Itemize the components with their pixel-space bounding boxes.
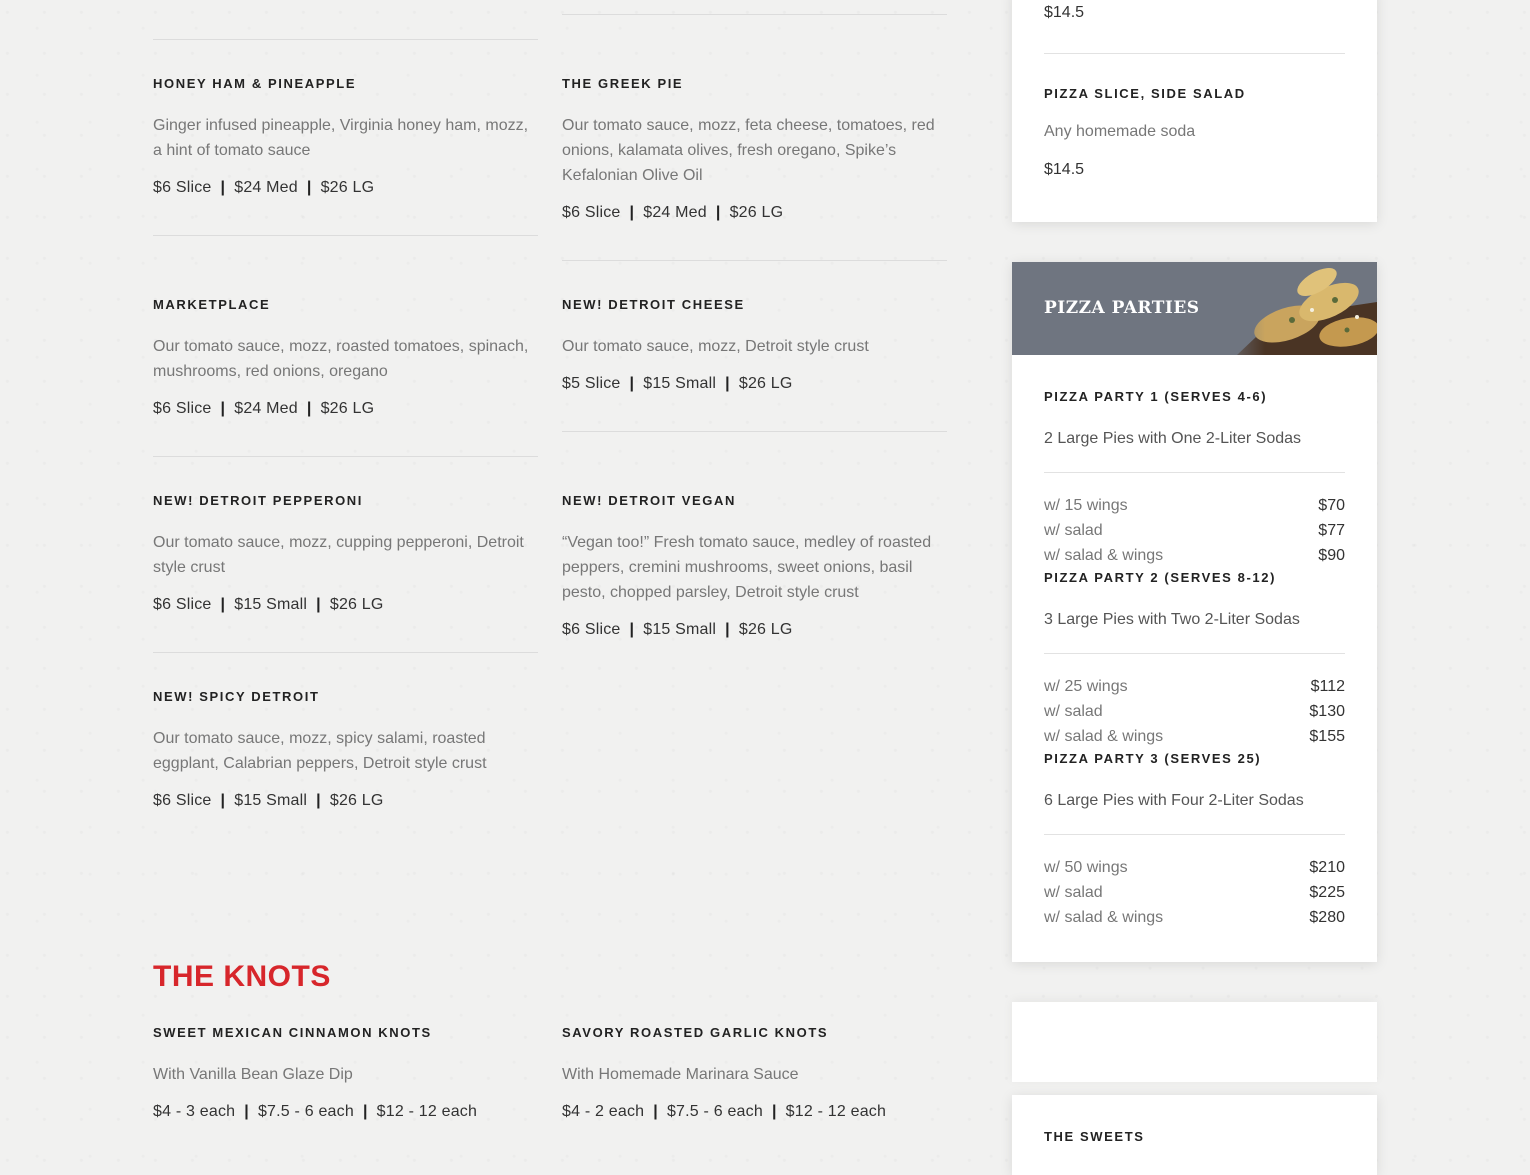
- combo-item: [1044, 86, 1345, 179]
- divider: [153, 39, 538, 40]
- party-description: 3 Large Pies with Two 2-Liter Sodas: [1044, 611, 1300, 628]
- divider: [562, 260, 947, 261]
- item-title: MARKETPLACE: [153, 297, 271, 312]
- item-prices: $6 Slice | $15 Small | $26 LG: [562, 621, 793, 638]
- divider: [562, 14, 947, 15]
- price-row: w/ salad $225: [1044, 884, 1345, 901]
- menu-item: [153, 76, 538, 197]
- item-title: NEW! DETROIT PEPPERONI: [153, 493, 363, 508]
- price-row: w/ salad $130: [1044, 703, 1345, 720]
- item-prices: $6 Slice | $24 Med | $26 LG: [153, 400, 375, 417]
- item-prices: $4 - 2 each | $7.5 - 6 each | $12 - 12 each: [562, 1103, 887, 1120]
- divider: [562, 431, 947, 432]
- party-description: 2 Large Pies with One 2-Liter Sodas: [1044, 430, 1302, 447]
- divider: [1044, 472, 1345, 473]
- combo-item-title: PIZZA SLICE, SIDE SALAD: [1044, 86, 1246, 101]
- party-item: [1044, 570, 1345, 629]
- wings-image-icon: [1217, 262, 1377, 355]
- menu-item: [562, 76, 947, 222]
- party-title: PIZZA PARTY 2 (SERVES 8-12): [1044, 570, 1276, 585]
- right-menu-column: [562, 0, 947, 900]
- price-row: w/ 50 wings $210: [1044, 859, 1345, 876]
- item-description: Ginger infused pineapple, Virginia honey ham, mozz, a hint of tomato sauce: [153, 117, 529, 159]
- divider: [153, 652, 538, 653]
- pizza-parties-card: [1012, 262, 1377, 962]
- combo-item-price: $14.5: [1044, 161, 1085, 178]
- price-row: w/ salad & wings $90: [1044, 547, 1345, 564]
- item-description: “Vegan too!” Fresh tomato sauce, medley of roasted peppers, cremini mushrooms, sweet onions, basil pesto, chopped parsley, Detroit style crust: [562, 534, 932, 601]
- menu-item: [153, 1025, 538, 1121]
- item-description: Our tomato sauce, mozz, cupping pepperoni, Detroit style crust: [153, 534, 524, 576]
- party-item: [1044, 751, 1345, 810]
- divider: [1044, 834, 1345, 835]
- divider: [1044, 53, 1345, 54]
- item-title: THE GREEK PIE: [562, 76, 684, 91]
- party-price-list: [1044, 855, 1345, 930]
- price-row: w/ 25 wings $112: [1044, 678, 1345, 695]
- item-description: Our tomato sauce, mozz, feta cheese, tomatoes, red onions, kalamata olives, fresh oregano, Spike’s Kefalonian Olive Oil: [562, 117, 935, 184]
- menu-item: [562, 1025, 947, 1121]
- divider: [153, 235, 538, 236]
- divider: [1044, 653, 1345, 654]
- item-title: NEW! SPICY DETROIT: [153, 689, 320, 704]
- left-menu-column: [153, 0, 538, 900]
- item-title: NEW! DETROIT VEGAN: [562, 493, 736, 508]
- party-description: 6 Large Pies with Four 2-Liter Sodas: [1044, 792, 1304, 809]
- item-prices: $6 Slice | $15 Small | $26 LG: [153, 596, 384, 613]
- menu-item: [562, 493, 947, 639]
- pizza-parties-title: PIZZA PARTIES: [1044, 298, 1200, 318]
- item-title: SWEET MEXICAN CINNAMON KNOTS: [153, 1025, 432, 1040]
- item-prices: $6 Slice | $15 Small | $26 LG: [153, 792, 384, 809]
- item-description: Our tomato sauce, mozz, roasted tomatoes, spinach, mushrooms, red onions, oregano: [153, 338, 529, 380]
- combo-card: [1012, 0, 1377, 222]
- item-description: With Vanilla Bean Glaze Dip: [153, 1066, 353, 1083]
- item-prices: $6 Slice | $24 Med | $26 LG: [153, 179, 375, 196]
- menu-item: [153, 493, 538, 614]
- combo-item-description: Any homemade soda: [1044, 123, 1196, 140]
- price-row: w/ salad & wings $155: [1044, 728, 1345, 745]
- sweets-title: THE SWEETS: [1044, 1129, 1145, 1144]
- section-title-knots: THE KNOTS: [153, 960, 331, 993]
- item-title: NEW! DETROIT CHEESE: [562, 297, 745, 312]
- item-description: Our tomato sauce, mozz, spicy salami, roasted eggplant, Calabrian peppers, Detroit style crust: [153, 730, 487, 772]
- menu-item: [562, 297, 947, 393]
- party-title: PIZZA PARTY 3 (SERVES 25): [1044, 751, 1262, 766]
- blank-card: [1012, 1002, 1377, 1082]
- menu-item: [153, 689, 538, 810]
- divider: [153, 456, 538, 457]
- price-row: w/ 15 wings $70: [1044, 497, 1345, 514]
- item-prices: $6 Slice | $24 Med | $26 LG: [562, 204, 784, 221]
- price-row: w/ salad $77: [1044, 522, 1345, 539]
- pizza-parties-banner: [1012, 262, 1377, 355]
- sweets-card: [1012, 1095, 1377, 1175]
- price-row: w/ salad & wings $280: [1044, 909, 1345, 926]
- party-item: [1044, 389, 1345, 448]
- item-title: SAVORY ROASTED GARLIC KNOTS: [562, 1025, 829, 1040]
- combo-price: $14.5: [1044, 4, 1085, 21]
- item-prices: $4 - 3 each | $7.5 - 6 each | $12 - 12 each: [153, 1103, 478, 1120]
- party-title: PIZZA PARTY 1 (SERVES 4-6): [1044, 389, 1268, 404]
- item-title: HONEY HAM & PINEAPPLE: [153, 76, 357, 91]
- menu-item: [153, 297, 538, 418]
- item-description: With Homemade Marinara Sauce: [562, 1066, 799, 1083]
- item-prices: $5 Slice | $15 Small | $26 LG: [562, 375, 793, 392]
- party-price-list: [1044, 493, 1345, 568]
- item-description: Our tomato sauce, mozz, Detroit style crust: [562, 338, 869, 355]
- party-price-list: [1044, 674, 1345, 749]
